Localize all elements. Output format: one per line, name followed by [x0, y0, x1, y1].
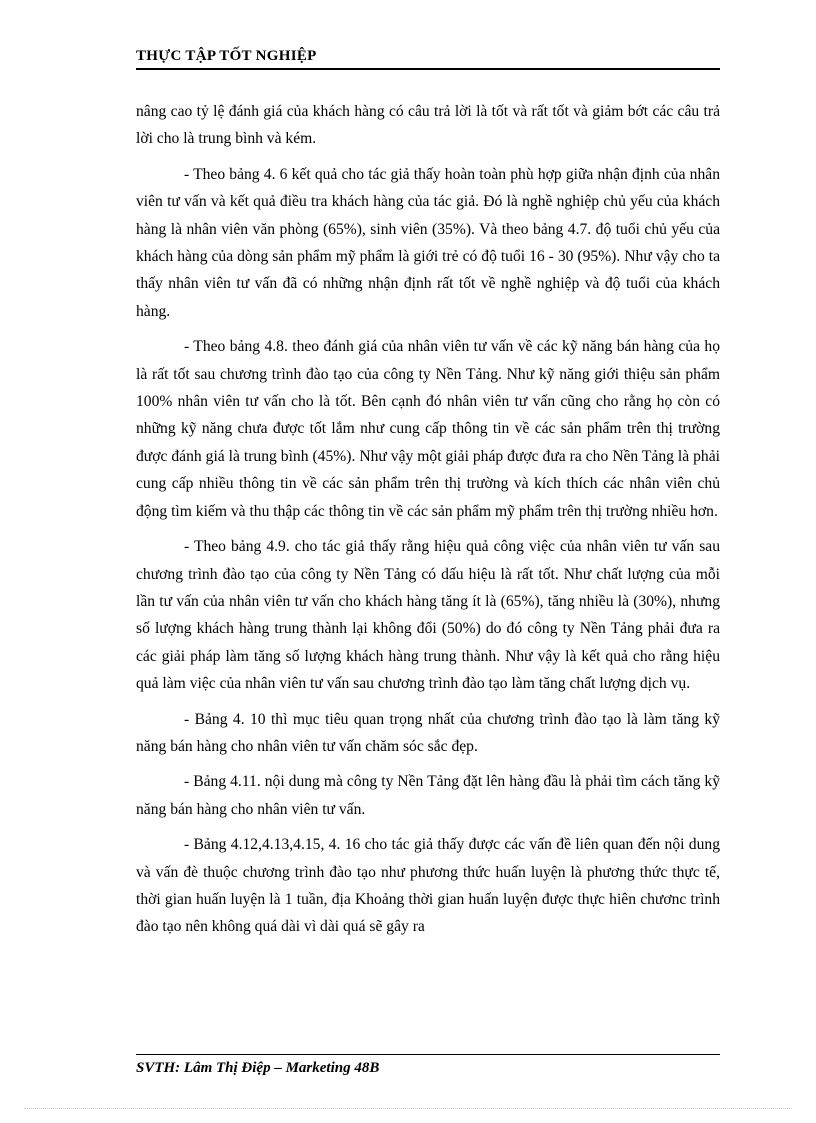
paragraph-table-4-12: - Bảng 4.12,4.13,4.15, 4. 16 cho tác giả thấy được các vấn đề liên quan đến nội dung và vấn đè thuộc chương trình đào tạo như phương thức huấn luyện là phương thức thực tế, thời gian huấn luyện là 1 tuần, địa Khoảng thời gian huấn luyện được thực hiên chươnc trình đào tạo nên không quá dài vì dài quá sẽ gây ra: [136, 836, 720, 936]
header-title: THỰC TẬP TỐT NGHIỆP: [136, 48, 317, 64]
paragraph-table-4-6: - Theo bảng 4. 6 kết quả cho tác giả thấy hoàn toàn phù hợp giữa nhận định của nhân viên tư vấn và kết quả điều tra khách hàng của tác giả. Đó là nghề nghiệp chủ yếu của khách hàng là nhân viên văn phòng (65%), sinh viên (35%). Và theo bảng 4.7. độ tuổi chủ yếu của khách hàng của dòng sản phẩm mỹ phẩm là giới trẻ có độ tuổi 16 - 30 (95%). Như vậy cho ta thấy nhân viên tư vấn đã có những nhận định rất tốt về nghề nghiệp và độ tuổi của khách hàng.: [136, 165, 720, 320]
paragraph-table-4-11: - Bảng 4.11. nội dung mà công ty Nền Tảng đặt lên hàng đầu là phải tìm cách tăng kỹ năng bán hàng cho nhân viên tư vấn.: [136, 773, 720, 818]
document-body: [136, 98, 720, 949]
paragraph-table-4-10: - Bảng 4. 10 thì mục tiêu quan trọng nhất của chương trình đào tạo là làm tăng kỹ năng bán hàng cho nhân viên tư vấn chăm sóc sắc đẹp.: [136, 710, 720, 755]
page-edge-divider: [24, 1108, 792, 1109]
footer-text: SVTH: Lâm Thị Điệp – Marketing 48B: [136, 1060, 380, 1076]
footer-divider: [136, 1054, 720, 1055]
paragraph-table-4-8: - Theo bảng 4.8. theo đánh giá của nhân viên tư vấn về các kỹ năng bán hàng của họ là rất tốt sau chương trình đào tạo của công ty Nền Tảng. Như kỹ năng giới thiệu sản phẩm 100% nhân viên tư vấn cho là tốt. Bên cạnh đó nhân viên tư vấn cũng cho rằng họ còn có những kỹ năng chưa được tốt lắm như cung cấp thông tin về các sản phẩm trên thị trường được đánh giá là trung bình (45%). Như vậy một giải pháp được đưa ra cho Nền Tảng là phải cung cấp nhiều thông tin về các sản phẩm trên thị trường và kích thích các nhân viên chủ động tìm kiếm và thu thập các thông tin về các sản phẩm mỹ phẩm trên thị trường nhiều hơn.: [136, 338, 720, 520]
page-header: [136, 48, 720, 70]
paragraph-table-4-9: - Theo bảng 4.9. cho tác giả thấy rằng hiệu quả công việc của nhân viên tư vấn sau chương trình đào tạo của công ty Nền Tảng có dấu hiệu là rất tốt. Như chất lượng của mỗi lần tư vấn của nhân viên tư vấn cho khách hàng tăng ít là (65%), tăng nhiều là (30%), nhưng số lượng khách hàng trung thành lại không đổi (50%) do đó công ty Nền Tảng phải đưa ra các giải pháp làm tăng số lượng khách hàng trung thành. Như vậy là kết quả cho rằng hiệu quả làm việc của nhân viên tư vấn sau chương trình đào tạo làm tăng chất lượng dịch vụ.: [136, 538, 720, 693]
paragraph-intro: nâng cao tỷ lệ đánh giá của khách hàng có câu trả lời là tốt và rất tốt và giảm bớt các câu trả lời cho là trung bình và kém.: [136, 103, 720, 148]
page-footer: [136, 1060, 379, 1077]
